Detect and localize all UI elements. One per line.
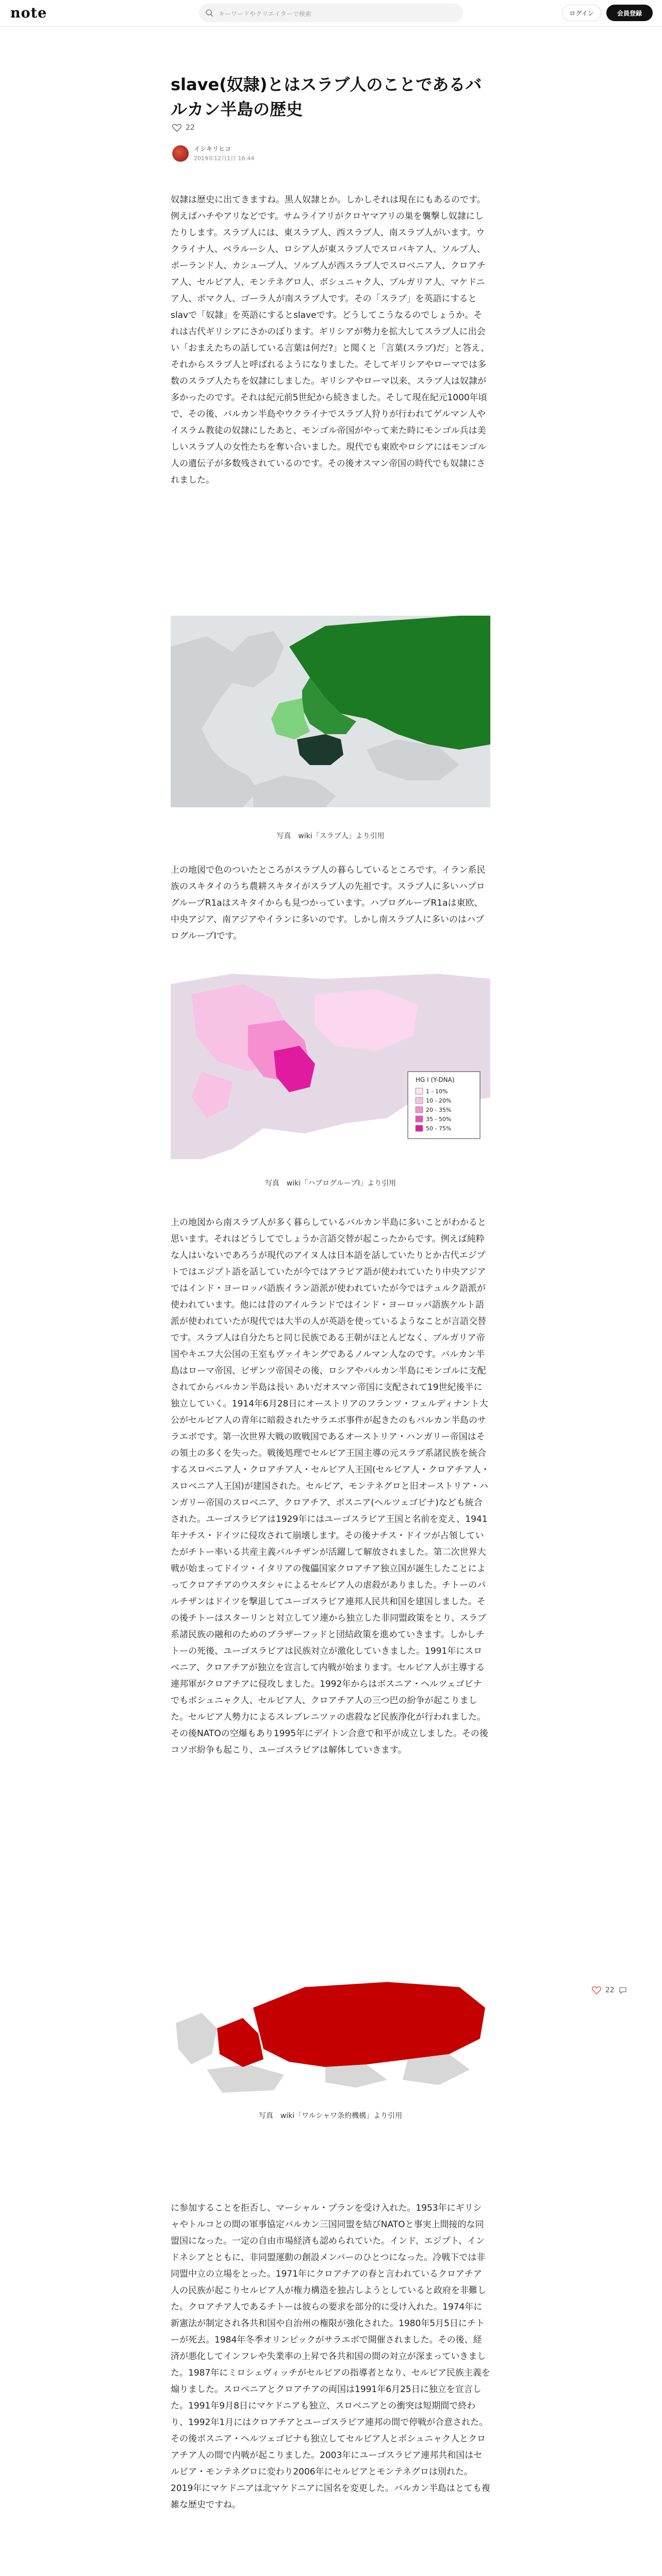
publish-date: 2019年12月1日 16:44	[194, 155, 255, 162]
heart-icon	[172, 124, 181, 132]
figure-caption: 写真 wiki「ハプログループI」より引用	[264, 1179, 396, 1188]
search-placeholder: キーワードやクリエイターで検索	[219, 10, 311, 18]
figure-caption: 写真 wiki「スラブ人」より引用	[276, 832, 385, 840]
article-paragraph: 上の地図から南スラブ人が多く暮らしているバルカン半島に多いことがわかると思います。それはどうしてでしょうか言語交替が起こったからです。例えば純粋な人はいないであろうが現代のアイヌ人は日本語を話していたりとか古代エジプトではエジプト語を話していたが今ではアラビア語が使われていたり中央アジアではインド・ヨーロッパ語族イラン語派が使われていたが今ではテュルク語派が使われています。他には昔のアイルランドではインド・ヨーロッパ語族ケルト語派が使われていたが現代では大半の人が英語を使っているようなことが言語交替です。スラブ人は自分たちと同じ民族である王朝がほとんどなく、ブルガリア帝国やキエフ大公国の王室もヴァイキングであるノルマン人なのです。バルカン半島はローマ帝国、ビザンツ帝国その後、ロシアやバルカン半島にモンゴルに支配されてからバルカン半島は長い あいだオスマン帝国に支配されて19世紀後半に独立していく。1914年6月28日にオーストリアのフランツ・フェルディナント大公がセルビア人の青年に暗殺されたサラエボ事件が起きたのもバルカン半島のサラエボです。第一次世界大戦の敗戦国であるオーストリア・ハンガリー帝国はその領土の多くを失った。戦後処理でセルビア王国主導の元スラブ系諸民族を統合するスロベニア人・クロアチア人・セルビア人王国(セルビア人・クロアチア人・スロベニア人王国)が建国された。セルビア、モンテネグロと旧オーストリア・ハンガリー帝国のスロベニア、クロアチア、ボスニア(ヘルツェゴビナ)なども統合された。ユーゴスラビアは1929年にはユーゴスラビア王国と名前を変え、1941年ナチス・ドイツに侵攻されて崩壊します。その後ナチス・ドイツが占領していたがチトー率いる共産主義パルチザンが活躍して解放されました。第二次世界大戦が始まってドイツ・イタリアの傀儡国家クロアチア独立国が誕生したことによってクロアチアのウスタシャによるセルビア人の虐殺がありました。チトーのパルチザンはドイツを撃退してユーゴスラビア連邦人民共和国を建国しました。その後チトーはスターリンと対立してソ連から独立した非同盟政策をとり、スラブ系諸民族の融和のためのブラザーフッドと団結政策を進めていきます。しかしチトーの死後、ユーゴスラビアは民族対立が激化していきました。1991年にスロベニア、クロアチアが独立を宣言して内戦が始まります。セルビア人が主導する連邦軍がクロアチアに侵攻しました。1992年からはボスニア・ヘルツェゴビナでもボシュニャク人、セルビア人、クロアチア人の三つ巴の紛争が起こりました。セルビア人勢力によるスレブレニツァの虐殺など民族浄化が行われました。その後NATOの空爆もあり1995年にデイトン合意で和平が成立しました。その後コソボ紛争も起こり、ユーゴスラビアは解体していきます。	[171, 1217, 490, 1755]
haplogroup-i-map	[171, 963, 490, 1159]
login-button[interactable]: ログイン	[562, 5, 601, 21]
article-paragraph: に参加することを拒否し、マーシャル・プランを受け入れた。1953年にギリシャやトルコとの間の軍事協定バルカン三国同盟を結びNATOと事実上間接的な同盟国になった。一定の自由市場経済も認められていた。インド、エジプト、インドネシアとともに、非同盟運動の創設メンバーのひとつになった。冷戦下では非同盟中立の立場をとった。1971年にクロアチアの春と言われているクロアチア人の民族が起こりセルビア人が権力構造を独占しようとしていると政府を非難した。クロアチア人であるチトーは彼らの要求を部分的に受け入れた。1974年に新憲法が制定され各共和国や自治州の権限が強化された。1980年5月5日にチトーが死去。1984年冬季オリンピックがサラエボで開催されました。その後、経済が悪化してインフレや失業率の上昇で各共和国の間の対立が深まっていきました。1987年にミロシェヴィッチがセルビアの指導者となり、セルビア民族主義を煽りました。スロベニアとクロアチアの両国は1991年6月25日に独立を宣言した。1991年9月8日にマケドニアも独立、スロベニアとの衝突は短期間で終わり、1992年1月にはクロアチアとユーゴスラビア連邦の間で停戦が合意された。その後ボスニア・ヘルツェゴビナも独立してセルビア人とボシュニャク人とクロアチア人の間で内戦が起こりました。2003年にユーゴスラビア連邦共和国はセルビア・モンテネグロに変わり2006年にセルビアとモンテネグロは別れた。2019年にマケドニアは北マケドニアに国名を変更した。バルカン半島はとても複雑な歴史ですね。	[171, 2203, 490, 2510]
article-paragraph: 奴隷は歴史に出てきますね。黒人奴隷とか。しかしそれは現在にもあるのです。例えばハチやアリなどです。サムライアリがクロヤマアリの巣を襲撃し奴隷にしたりします。スラブ人には、東スラブ人、西スラブ人、南スラブ人がいます。ウクライナ人、ベラルーシ人、ロシア人が東スラブ人でスロバキア人、ソルブ人、ポーランド人、カシューブ人、ソルブ人が西スラブ人でスロベニア人、クロアチア人、セルビア人、モンテネグロ人、ボシュニャク人、ブルガリア人、マケドニア人、ポマク人、ゴーラ人が南スラブ人です。その「スラブ」を英語にするとslavで「奴隷」を英語にするとslaveです。どうしてこうなるのでしょうか。それは古代ギリシアにさかのぼります。ギリシアが勢力を拡大してスラブ人に出会い「おまえたちの話している言葉は何だ?」と聞くと「言葉(スラブ)だ」と答え、それからスラブ人と呼ばれるようになりました。そしてギリシアやローマでは多数のスラブ人たちを奴隷にしました。ギリシアやローマ以来、スラブ人は奴隷が多かったのです。それは紀元前5世紀から続きました。そして現在紀元1000年頃で、その後、バルカン半島やウクライナでスラブ人狩りが行われてゲルマン人やイスラム教徒の奴隷にしたあと、モンゴル帝国がやって来た時にモンゴル兵は美しいスラブ人の女性たちを奪い合いました。現代でも東欧やロシアにはモンゴル人の遺伝子が多数残されているのです。その後オスマン帝国の時代でも奴隷にされました。	[171, 195, 490, 485]
floating-like-count: 22	[605, 1986, 615, 1994]
author-name[interactable]: イシキリヒコ	[194, 145, 231, 152]
svg-text:HG I (Y-DNA): HG I (Y-DNA)	[416, 1076, 455, 1083]
svg-text:10 - 20%: 10 - 20%	[426, 1097, 452, 1104]
search-icon	[205, 9, 213, 17]
heart-icon	[592, 1986, 601, 1994]
slavic-peoples-map	[171, 616, 490, 807]
signup-button[interactable]: 会員登録	[606, 5, 653, 21]
site-header	[0, 0, 662, 27]
svg-text:1 - 10%: 1 - 10%	[426, 1088, 448, 1095]
comment-icon[interactable]	[619, 1986, 627, 1994]
avatar[interactable]	[172, 145, 189, 162]
author-byline[interactable]	[172, 144, 254, 162]
search-box[interactable]	[199, 4, 463, 22]
like-button-top[interactable]	[172, 124, 195, 132]
warsaw-pact-map	[171, 1977, 490, 2095]
article-title: slave(奴隷)とはスラブ人のことであるバルカン半島の歴史	[171, 75, 482, 119]
svg-text:35 - 50%: 35 - 50%	[426, 1116, 452, 1123]
figure-caption: 写真 wiki「ワルシャワ条約機構」より引用	[258, 2112, 403, 2120]
note-logo[interactable]: note	[10, 5, 47, 21]
svg-text:50 - 75%: 50 - 75%	[426, 1125, 452, 1132]
svg-text:20 - 35%: 20 - 35%	[426, 1107, 452, 1113]
floating-like-button[interactable]	[592, 1986, 627, 1994]
article-paragraph: 上の地図で色のついたところがスラブ人の暮らしているところです。イラン系民族のスキタイのうち農耕スキタイがスラブ人の先祖です。スラブ人に多いハプログループR1aはスキタイからも見つかっています。ハプログループR1aは東欧、中央アジア、南アジアやイランに多いのです。しかし南スラブ人に多いのはハプログループIです。	[171, 865, 486, 941]
like-count: 22	[186, 124, 195, 132]
